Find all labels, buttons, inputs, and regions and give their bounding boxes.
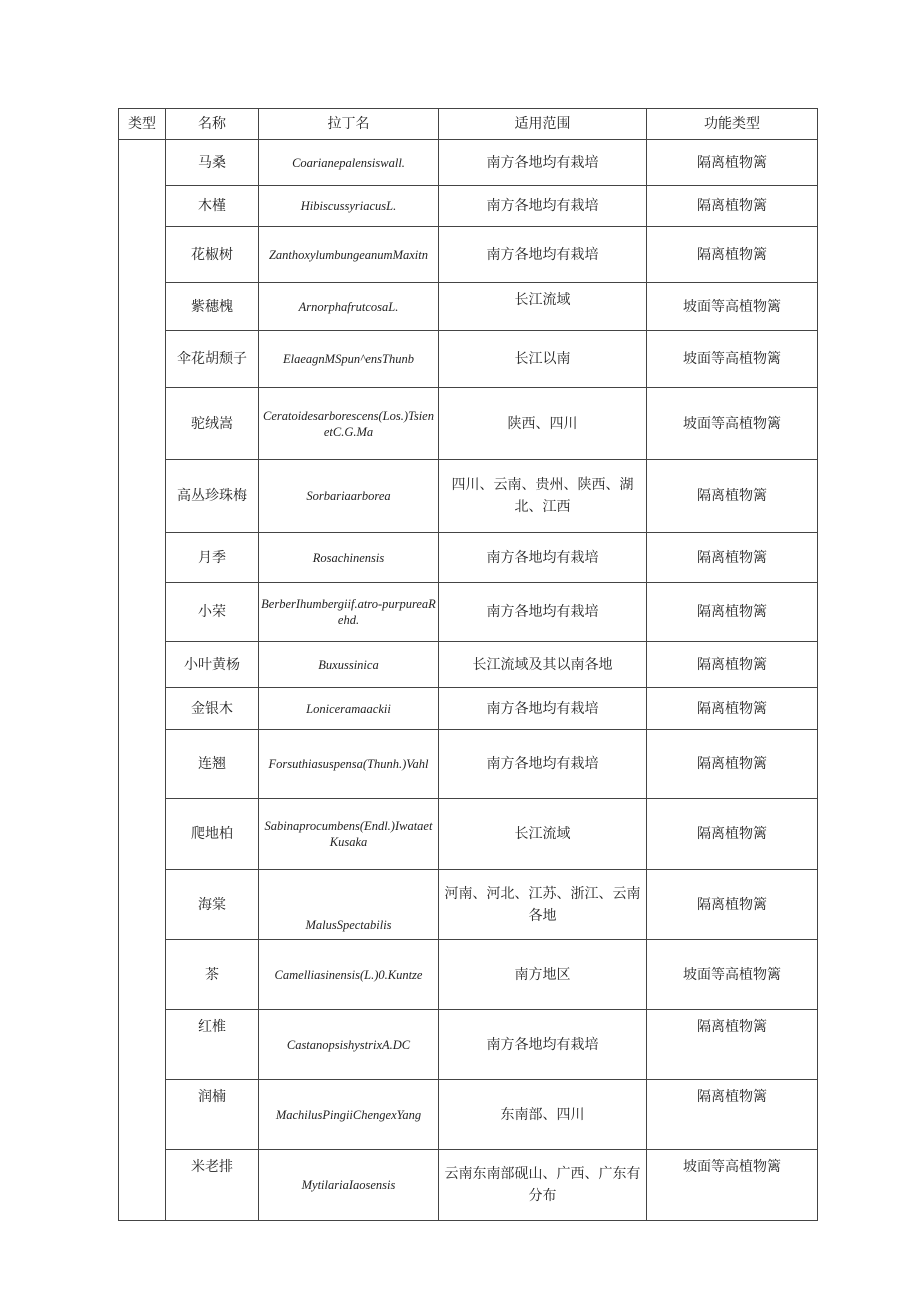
func-cell: 隔离植物篱 bbox=[647, 140, 818, 186]
table-row bbox=[119, 583, 818, 642]
func-cell: 隔离植物篱 bbox=[647, 583, 818, 642]
plant-name: 伞花胡颓子 bbox=[166, 331, 259, 388]
plant-name: 木槿 bbox=[166, 186, 259, 227]
table-row bbox=[119, 460, 818, 533]
range-cell: 四川、云南、贵州、陕西、湖北、江西 bbox=[439, 460, 647, 533]
latin-name: Forsuthiasuspensa(Thunh.)Vahl bbox=[259, 730, 439, 799]
func-cell: 坡面等高植物篱 bbox=[647, 283, 818, 331]
range-cell: 南方各地均有栽培 bbox=[439, 688, 647, 730]
latin-name: Sorbariaarborea bbox=[259, 460, 439, 533]
func-cell: 隔离植物篱 bbox=[647, 533, 818, 583]
func-cell: 隔离植物篱 bbox=[647, 1010, 818, 1080]
table-row bbox=[119, 1010, 818, 1080]
table-row bbox=[119, 533, 818, 583]
plant-name: 月季 bbox=[166, 533, 259, 583]
table-row bbox=[119, 331, 818, 388]
latin-name: ElaeagnMSpun^ensThunb bbox=[259, 331, 439, 388]
latin-name: Sabinaprocumbens(Endl.)IwataetKusaka bbox=[259, 799, 439, 870]
header-name: 名称 bbox=[166, 109, 259, 140]
latin-name: Camelliasinensis(L.)0.Kuntze bbox=[259, 940, 439, 1010]
range-cell: 南方各地均有栽培 bbox=[439, 533, 647, 583]
latin-name: MytilariaIaosensis bbox=[259, 1150, 439, 1221]
header-type: 类型 bbox=[119, 109, 166, 140]
latin-name: ZanthoxylumbungeanumMaxitn bbox=[259, 227, 439, 283]
table-row bbox=[119, 1080, 818, 1150]
func-cell: 坡面等高植物篱 bbox=[647, 1150, 818, 1221]
latin-name: BerberIhumbergiif.atro-purpureaRehd. bbox=[259, 583, 439, 642]
func-cell: 隔离植物篱 bbox=[647, 799, 818, 870]
plant-name: 小叶黄杨 bbox=[166, 642, 259, 688]
header-range: 适用范围 bbox=[439, 109, 647, 140]
func-cell: 隔离植物篱 bbox=[647, 688, 818, 730]
plant-name: 花椒树 bbox=[166, 227, 259, 283]
func-cell: 隔离植物篱 bbox=[647, 186, 818, 227]
plant-name: 马桑 bbox=[166, 140, 259, 186]
table-row bbox=[119, 688, 818, 730]
latin-name: Buxussinica bbox=[259, 642, 439, 688]
category-cell bbox=[119, 140, 166, 1221]
range-cell: 长江以南 bbox=[439, 331, 647, 388]
range-cell: 云南东南部砚山、广西、广东有分布 bbox=[439, 1150, 647, 1221]
table-row bbox=[119, 730, 818, 799]
table-row bbox=[119, 186, 818, 227]
func-cell: 隔离植物篱 bbox=[647, 1080, 818, 1150]
plant-name: 米老排 bbox=[166, 1150, 259, 1221]
latin-name: CastanopsishystrixA.DC bbox=[259, 1010, 439, 1080]
latin-name: Ceratoidesarborescens(Los.)TsienetC.G.Ma bbox=[259, 388, 439, 460]
func-cell: 隔离植物篱 bbox=[647, 870, 818, 940]
plant-name: 高丛珍珠梅 bbox=[166, 460, 259, 533]
plant-name: 润楠 bbox=[166, 1080, 259, 1150]
plant-name: 金银木 bbox=[166, 688, 259, 730]
range-cell: 长江流域 bbox=[439, 799, 647, 870]
range-cell: 长江流域 bbox=[439, 283, 647, 331]
table-row bbox=[119, 799, 818, 870]
header-latin: 拉丁名 bbox=[259, 109, 439, 140]
header-row bbox=[119, 109, 818, 140]
range-cell: 陕西、四川 bbox=[439, 388, 647, 460]
plant-table bbox=[118, 108, 818, 1221]
table-row bbox=[119, 283, 818, 331]
plant-name: 红椎 bbox=[166, 1010, 259, 1080]
func-cell: 隔离植物篱 bbox=[647, 730, 818, 799]
plant-name: 紫穗槐 bbox=[166, 283, 259, 331]
table-row bbox=[119, 870, 818, 940]
func-cell: 坡面等高植物篱 bbox=[647, 940, 818, 1010]
func-cell: 隔离植物篱 bbox=[647, 642, 818, 688]
table-row bbox=[119, 642, 818, 688]
range-cell: 河南、河北、江苏、浙江、云南各地 bbox=[439, 870, 647, 940]
plant-name: 茶 bbox=[166, 940, 259, 1010]
plant-name: 小荣 bbox=[166, 583, 259, 642]
range-cell: 长江流域及其以南各地 bbox=[439, 642, 647, 688]
range-cell: 南方各地均有栽培 bbox=[439, 730, 647, 799]
range-cell: 南方各地均有栽培 bbox=[439, 186, 647, 227]
latin-name: HibiscussyriacusL. bbox=[259, 186, 439, 227]
latin-name: Rosachinensis bbox=[259, 533, 439, 583]
range-cell: 南方地区 bbox=[439, 940, 647, 1010]
latin-name: MalusSpectabilis bbox=[259, 870, 439, 940]
range-cell: 南方各地均有栽培 bbox=[439, 583, 647, 642]
plant-name: 海棠 bbox=[166, 870, 259, 940]
header-func: 功能类型 bbox=[647, 109, 818, 140]
func-cell: 隔离植物篱 bbox=[647, 460, 818, 533]
range-cell: 东南部、四川 bbox=[439, 1080, 647, 1150]
latin-name: Loniceramaackii bbox=[259, 688, 439, 730]
range-cell: 南方各地均有栽培 bbox=[439, 227, 647, 283]
plant-name: 连翘 bbox=[166, 730, 259, 799]
table-row bbox=[119, 1150, 818, 1221]
range-cell: 南方各地均有栽培 bbox=[439, 140, 647, 186]
table-row bbox=[119, 140, 818, 186]
plant-name: 爬地柏 bbox=[166, 799, 259, 870]
func-cell: 坡面等高植物篱 bbox=[647, 331, 818, 388]
table-row bbox=[119, 940, 818, 1010]
range-cell: 南方各地均有栽培 bbox=[439, 1010, 647, 1080]
latin-name: Coarianepalensiswall. bbox=[259, 140, 439, 186]
func-cell: 隔离植物篱 bbox=[647, 227, 818, 283]
table-row bbox=[119, 227, 818, 283]
func-cell: 坡面等高植物篱 bbox=[647, 388, 818, 460]
latin-name: MachilusPingiiChengexYang bbox=[259, 1080, 439, 1150]
plant-name: 驼绒嵩 bbox=[166, 388, 259, 460]
latin-name: ArnorphafrutcosaL. bbox=[259, 283, 439, 331]
table-row bbox=[119, 388, 818, 460]
